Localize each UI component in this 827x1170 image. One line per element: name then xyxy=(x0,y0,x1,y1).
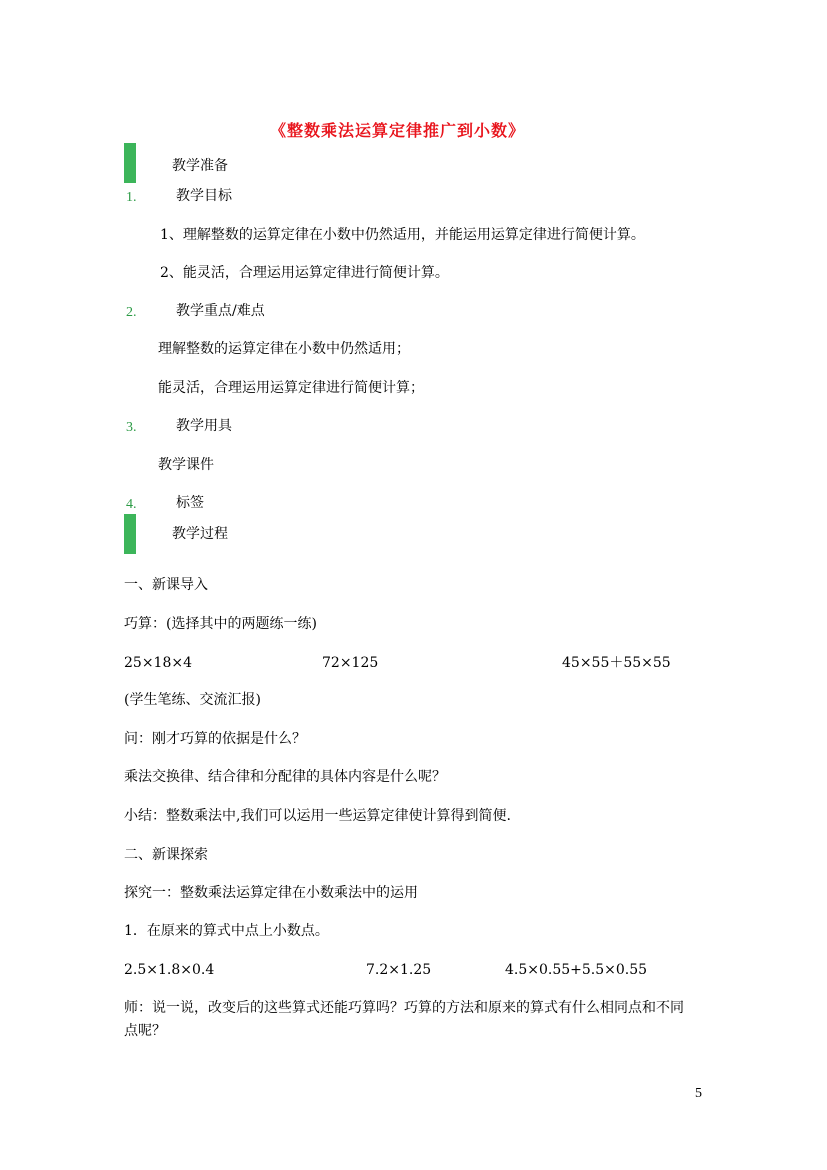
item-number-4: 4. xyxy=(126,497,137,512)
expression-2a: 2.5×1.8×0.4 xyxy=(124,962,215,978)
expression-2c: 4.5×0.55+5.5×0.55 xyxy=(505,962,648,978)
goal-line-1: 1、理解整数的运算定律在小数中仍然适用，并能运用运算定律进行简便计算。 xyxy=(160,227,645,243)
summary-line: 小结：整数乘法中,我们可以运用一些运算定律使计算得到简便. xyxy=(124,808,511,824)
tools-text: 教学课件 xyxy=(158,457,214,473)
item-number-1: 1. xyxy=(126,190,137,205)
explore-line: 探究一：整数乘法运算定律在小数乘法中的运用 xyxy=(124,885,418,901)
qiaosuan-line: 巧算：(选择其中的两题练一练) xyxy=(124,616,317,632)
expression-2b: 7.2×1.25 xyxy=(366,962,432,978)
question-line: 问：刚才巧算的依据是什么？ xyxy=(124,731,306,747)
keypoint-line-2: 能灵活，合理运用运算定律进行简便计算； xyxy=(158,380,424,396)
student-note: (学生笔练、交流汇报) xyxy=(124,692,261,708)
item-label-goals: 教学目标 xyxy=(176,188,232,204)
teacher-line-2: 点呢？ xyxy=(124,1023,166,1039)
teacher-line-1: 师：说一说，改变后的这些算式还能巧算吗？巧算的方法和原来的算式有什么相同点和不同 xyxy=(124,1000,684,1016)
section-heading-prep: 教学准备 xyxy=(172,158,228,174)
item-number-3: 3. xyxy=(126,420,137,435)
expression-1c: 45×55＋55×55 xyxy=(562,655,671,671)
goal-line-2: 2、能灵活，合理运用运算定律进行简便计算。 xyxy=(160,265,449,281)
heading-explore: 二、新课探索 xyxy=(124,847,208,863)
item-label-tags: 标签 xyxy=(176,495,204,511)
expression-1b: 72×125 xyxy=(322,655,379,671)
section-bar-prep xyxy=(124,143,136,183)
step-1-line: 1．在原来的算式中点上小数点。 xyxy=(124,923,329,939)
document-title: 《整数乘法运算定律推广到小数》 xyxy=(270,121,526,140)
section-bar-process xyxy=(124,514,136,554)
heading-intro: 一、新课导入 xyxy=(124,577,208,593)
section-heading-process: 教学过程 xyxy=(172,526,228,542)
item-number-2: 2. xyxy=(126,305,137,320)
laws-line: 乘法交换律、结合律和分配律的具体内容是什么呢？ xyxy=(124,769,446,785)
expression-1a: 25×18×4 xyxy=(124,655,192,671)
page-number: 5 xyxy=(695,1086,702,1101)
item-label-tools: 教学用具 xyxy=(176,418,232,434)
item-label-keypoints: 教学重点/难点 xyxy=(176,303,265,319)
keypoint-line-1: 理解整数的运算定律在小数中仍然适用； xyxy=(158,341,410,357)
